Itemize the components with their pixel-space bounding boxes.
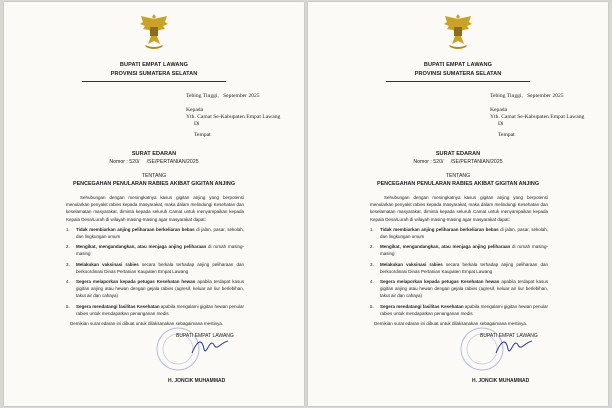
tentang-label: TENTANG — [445, 173, 471, 179]
intro-paragraph: Sehubungan dengan meningkatnya kasus gigitan anjing yang berpotensi menularkan penyakit rabies kepada masyarakat, maka dalam melindungi Kesehatan dan keselamatan masyarakat, diminta kepada seluruh Camat untuk menyampaikan kepada Kepala Desa/Lurah di wilayah masing-masing agar masyarakat dapat: — [370, 195, 548, 222]
garuda-emblem-icon — [139, 10, 169, 52]
header-regent: BUPATI EMPAT LAWANG — [119, 62, 189, 68]
di-label: Di — [194, 121, 200, 127]
letter-type: SURAT EDARAN — [131, 151, 177, 157]
list-item: 5. Segera mendatangi fasilitas Kesehatan apabila mengalami gigitan hewan penular rabies untuk mendapatkan penanganan medis — [66, 303, 244, 316]
signatory-name: H. JONCIK MUHAMMAD — [472, 378, 530, 384]
tempat-label: Tempat — [194, 132, 211, 138]
place-date: Tebing Tinggi, September 2025 — [490, 93, 564, 99]
header-divider — [386, 81, 530, 82]
kepada-label: Kepada — [186, 107, 204, 113]
signature-icon — [494, 335, 534, 359]
signature-title: BUPATI EMPAT LAWANG — [176, 333, 234, 339]
document-page-left — [4, 2, 304, 406]
recipient: Yth. Camat Se-Kabupaten Empat Lawang — [186, 114, 281, 120]
list-item: 1. Tidak membiarkan anjing peliharaan berkeliaran bebas di jalan, pasar, sekolah, dan lingkungan umum — [370, 226, 549, 240]
letter-type: SURAT EDARAN — [435, 151, 481, 157]
signature-icon — [190, 335, 230, 359]
tempat-label: Tempat — [498, 132, 515, 138]
list-item: 1. Tidak membiarkan anjing peliharaan berkeliaran bebas di jalan, pasar, sekolah, dan lingkungan umum — [66, 226, 245, 240]
instruction-list — [66, 226, 244, 317]
signature-title: BUPATI EMPAT LAWANG — [480, 333, 538, 339]
list-item: 2. Mengikat, mengandangkan, atau menjaga anjing peliharaan di rumah masing-masing — [66, 244, 244, 257]
letter-number: Nomor : 520/ /SE/PERTANIAN/2025 — [413, 159, 503, 165]
signatory-name: H. JONCIK MUHAMMAD — [168, 378, 226, 384]
kepada-label: Kepada — [490, 107, 508, 113]
list-item: 4. Segera melaporkan kepada petugas Kesehatan hewan apabila terdapat kasus gigitan anjing atau hewan dengan gejala rabies (agresif, keluar air liur berlebihan, takut air dan cahaya) — [370, 279, 548, 299]
document-page-right — [308, 2, 608, 406]
intro-paragraph: Sehubungan dengan meningkatnya kasus gigitan anjing yang berpotensi menularkan penyakit rabies kepada masyarakat, maka dalam melindungi Kesehatan dan keselamatan masyarakat, diminta kepada seluruh Camat untuk menyampaikan kepada Kepala Desa/Lurah di wilayah masing-masing agar masyarakat dapat: — [66, 195, 244, 222]
list-item: 5. Segera mendatangi fasilitas Kesehatan apabila mengalami gigitan hewan penular rabies untuk mendapatkan penanganan medis — [370, 303, 548, 316]
letter-body — [370, 194, 548, 327]
place-date: Tebing Tinggi, September 2025 — [186, 93, 260, 99]
recipient: Yth. Camat Se-Kabupaten Empat Lawang — [490, 114, 585, 120]
header-province: PROVINSI SUMATERA SELATAN — [110, 71, 198, 77]
closing-paragraph: Demikian surat edaran ini dibuat untuk dilaksanakan sebagaimana mestinya. — [374, 321, 528, 327]
list-item: 3. Melakukan vaksinasi rabies secara berkala terhadap anjing peliharaan dan berkoordinasi Dinas Pertanian Kaupaten Empat Lawang — [66, 261, 244, 274]
header-province: PROVINSI SUMATERA SELATAN — [414, 71, 502, 77]
list-item: 3. Melakukan vaksinasi rabies secara berkala terhadap anjing peliharaan dan berkoordinasi Dinas Pertanian Kaupaten Empat Lawang — [370, 261, 548, 274]
di-label: Di — [498, 121, 504, 127]
list-item: 2. Mengikat, mengandangkan, atau menjaga anjing peliharaan di rumah masing-masing — [370, 244, 548, 257]
list-item: 4. Segera melaporkan kepada petugas Kesehatan hewan apabila terdapat kasus gigitan anjing atau hewan dengan gejala rabies (agresif, keluar air liur berlebihan, takut air dan cahaya) — [66, 279, 244, 299]
header-regent: BUPATI EMPAT LAWANG — [423, 62, 493, 68]
letter-subject: PENCEGAHAN PENULARAN RABIES AKIBAT GIGITAN ANJING — [72, 181, 236, 187]
header-divider — [82, 81, 226, 82]
garuda-emblem-icon — [443, 10, 473, 52]
closing-paragraph: Demikian surat edaran ini dibuat untuk dilaksanakan sebagaimana mestinya. — [70, 321, 224, 327]
instruction-list — [370, 226, 548, 317]
letter-subject: PENCEGAHAN PENULARAN RABIES AKIBAT GIGITAN ANJING — [376, 181, 540, 187]
letter-body — [66, 194, 244, 327]
letter-number: Nomor : 520/ /SE/PERTANIAN/2025 — [109, 159, 199, 165]
tentang-label: TENTANG — [141, 173, 167, 179]
